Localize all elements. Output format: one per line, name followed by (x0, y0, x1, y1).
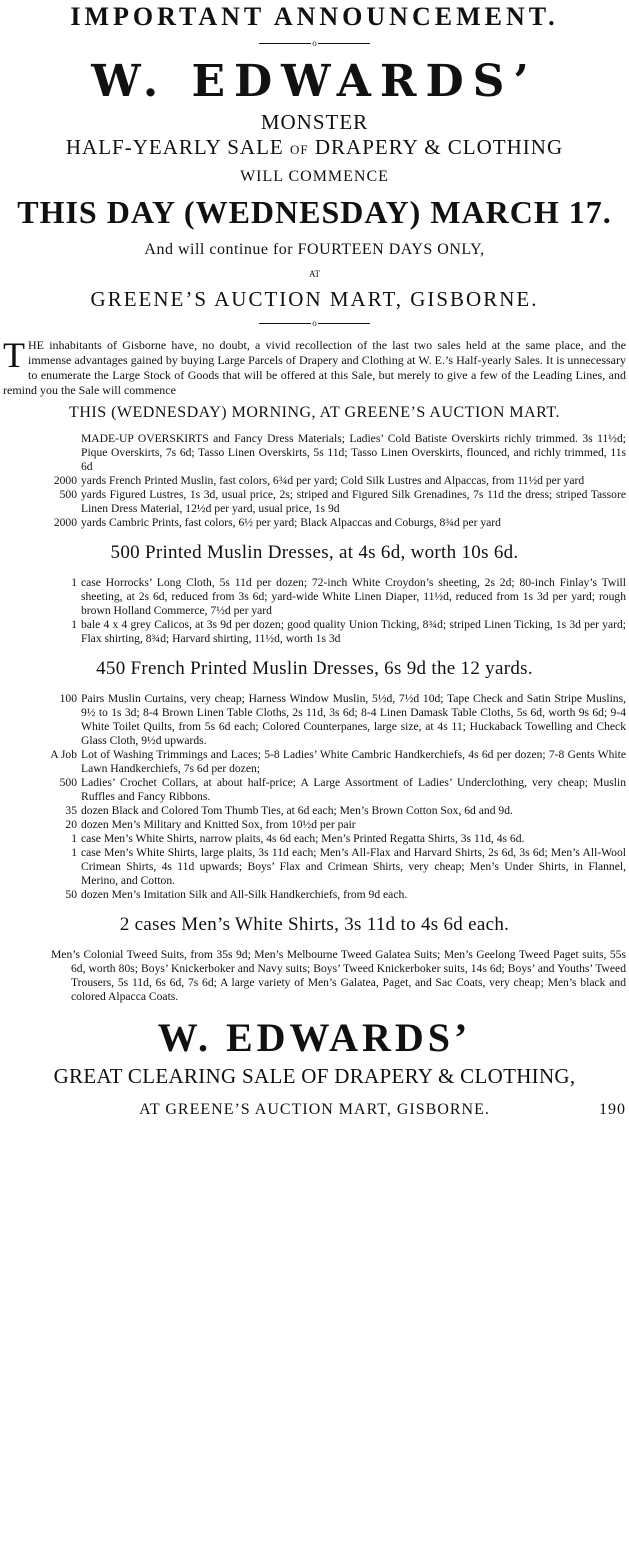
item-text: MADE-UP OVERSKIRTS and Fancy Dress Materials; Ladies’ Cold Batiste Overskirts richly trimmed. 3s 11½d; Pique Overskirts, 7s 6d; Tasso Linen Overskirts, 5s 11d; Tasso Linen Overskirts, flounced, and richly trimmed, 11s 6d (81, 432, 626, 473)
date-line: THIS DAY (WEDNESDAY) MARCH 17. (17, 194, 612, 230)
advertisement-page (0, 2, 629, 1560)
ornamental-rule-2 (3, 316, 626, 330)
rule-mark-2: o (312, 317, 317, 328)
item-text: bale 4 x 4 grey Calicos, at 3s 9d per dozen; good quality Union Ticking, 8¾d; striped Linen Ticking, 1s 3d per yard; Flax shirting, 8¾d; Harvard shirting, 11½d, worth 1s 3d (81, 618, 626, 645)
item-qty: 2000 (53, 516, 77, 529)
item-text: case Horrocks’ Long Cloth, 5s 11d per dozen; 72-inch White Croydon’s sheeting, 2s 2d; 80-inch Finlay’s Twill sheeting, at 2s 6d, reduced from 3s 6d; yard-wide White Linen Diaper, 11½d, reduced from 1s 3d per yard; rough brown Holland Commerce, 7½d per yard (81, 576, 626, 617)
suits-paragraph: Men’s Colonial Tweed Suits, from 35s 9d; Men’s Melbourne Tweed Galatea Suits; Men’s Geelong Tweed Paget suits, 55s 6d, worth 80s; Boys’ Knickerboker and Navy suits; Boys’ Tweed Knickerboker suits, 14s 6d; Boys’ and Youths’ Tweed Trousers, 5s 11d, 6s 6d, 7s 6d; A large variety of Men’s Galatea, Paget, and Sac Coats, very cheap; Men’s black and colored Alpacca Coats. (51, 948, 626, 1003)
list-item (3, 748, 626, 776)
item-qty: 20 (65, 818, 77, 831)
list-item (3, 888, 626, 902)
list-item (3, 516, 626, 530)
banner-white-shirts: 2 cases Men’s White Shirts, 3s 11d to 4s 6d each. (119, 914, 510, 935)
ornamental-rule (3, 36, 626, 50)
list-item (3, 474, 626, 488)
item-qty: 100 (59, 692, 77, 705)
item-text: dozen Men’s Military and Knitted Sox, from 10½d per pair (81, 818, 356, 831)
intro-text: HE inhabitants of Gisborne have, no doubt, a vivid recollection of the last two sales held at the same place, and the immense advantages gained by buying Large Parcels of Drapery and Clothing at W. E.’s Half-yearly Sales. It is unnecessary to enumerate the Large Stock of Goods that will be offered at this Sale, but merely to give a few of the Leading Lines, and remind you the Sale will commence (3, 338, 626, 397)
banner-french-muslin: 450 French Printed Muslin Dresses, 6s 9d the 12 yards. (96, 658, 533, 679)
footer-code: 190 (599, 1101, 626, 1118)
item-text: Ladies’ Crochet Collars, at about half-price; A Large Assortment of Ladies’ Underclothing, very cheap; Muslin Ruffles and Fancy Ribbons. (81, 776, 626, 803)
list-item (3, 832, 626, 846)
item-text: yards French Printed Muslin, fast colors, 6¾d per yard; Cold Silk Lustres and Alpaccas, from 11½d per yard (81, 474, 585, 487)
will-commence-line: WILL COMMENCE (240, 168, 389, 185)
item-text: Lot of Washing Trimmings and Laces; 5-8 Ladies’ White Cambric Handkerchiefs, 4s 6d per dozen; 7-8 Gents White Lawn Handkerchiefs, 7s 6d per dozen; (81, 748, 626, 775)
section-overskirts (3, 432, 626, 530)
at-line: AT (309, 269, 320, 279)
item-text: dozen Men’s Imitation Silk and All-Silk Handkerchiefs, from 9d each. (81, 888, 408, 901)
list-item (3, 618, 626, 646)
morning-line: THIS (WEDNESDAY) MORNING, AT GREENE’S AUCTION MART. (69, 404, 560, 421)
footer-clearing-line: GREAT CLEARING SALE OF DRAPERY & CLOTHING, (53, 1064, 576, 1088)
banner-muslin-dresses: 500 Printed Muslin Dresses, at 4s 6d, worth 10s 6d. (110, 542, 519, 563)
item-text: yards Figured Lustres, 1s 3d, usual price, 2s; striped and Figured Silk Grenadines, 7s 11d the dress; striped Tassore Linen Dress Material, 12½d per yard, usual price, 1s 9d (81, 488, 626, 515)
venue-line: GREENE’S AUCTION MART, GISBORNE. (90, 287, 539, 311)
continue-line: And will continue for FOURTEEN DAYS ONLY, (144, 241, 485, 258)
footer-address: AT GREENE’S AUCTION MART, GISBORNE. (139, 1101, 490, 1118)
item-text: case Men’s White Shirts, large plaits, 3s 11d each; Men’s All-Flax and Harvard Shirts, 2s 6d, 3s 6d; Men’s All-Wool Crimean Shirts, 4s 11d upwards; Boys’ Flax and Crimean Shirts, very cheap; Men’s Under Shirts, in Flannel, Merino, and Cotton. (81, 846, 626, 887)
footer-address-line (3, 1101, 626, 1119)
item-qty: 50 (65, 888, 77, 901)
sale-title-part2: DRAPERY & CLOTHING (314, 135, 564, 159)
announcement-heading: IMPORTANT ANNOUNCEMENT. (70, 2, 559, 31)
list-item (3, 776, 626, 804)
item-qty: 1 (71, 832, 77, 845)
sale-title-of: OF (290, 142, 309, 157)
section-household (3, 692, 626, 902)
item-qty: 35 (65, 804, 77, 817)
footer-merchant-name: W. EDWARDS’ (157, 1015, 472, 1060)
list-item (3, 488, 626, 516)
item-text: Pairs Muslin Curtains, very cheap; Harness Window Muslin, 5½d, 7½d 10d; Tape Check and Satin Stripe Muslins, 9½ to 1s 3d; 8-4 Brown Linen Table Cloths, 2s 11d, 3s 6d; 8-4 Linen Damask Table Cloths, 5s 6d, worth 9s 6d; 9-4 White Toilet Quilts, from 5s 6d each; Colored Counterpanes, large size, at 4s 11; Huckaback Towelling and Check Glass Cloth, 9½d upwards. (81, 692, 626, 747)
item-qty: A Job (50, 748, 77, 761)
sale-title (3, 135, 626, 160)
intro-paragraph (3, 335, 626, 398)
item-qty: 1 (71, 618, 77, 631)
rule-mark: o (312, 37, 317, 48)
item-qty: 1 (71, 846, 77, 859)
list-item (3, 692, 626, 748)
item-text: yards Cambric Prints, fast colors, 6½ per yard; Black Alpaccas and Coburgs, 8¾d per yard (81, 516, 501, 529)
list-item (3, 432, 626, 474)
item-qty: 500 (59, 488, 77, 501)
item-qty: 2000 (53, 474, 77, 487)
item-text: dozen Black and Colored Tom Thumb Ties, at 6d each; Men’s Brown Cotton Sox, 6d and 9d. (81, 804, 513, 817)
item-qty: 1 (71, 576, 77, 589)
item-text: case Men’s White Shirts, narrow plaits, 4s 6d each; Men’s Printed Regatta Shirts, 3s 11d, 4s 6d. (81, 832, 525, 845)
list-item (3, 576, 626, 618)
sale-title-part1: HALF-YEARLY SALE (65, 135, 284, 159)
list-item (3, 846, 626, 888)
monster-line: MONSTER (260, 110, 369, 134)
dropcap-letter: T (3, 335, 25, 375)
merchant-name: W. EDWARDS’ (91, 56, 538, 107)
item-qty: 500 (59, 776, 77, 789)
list-item (3, 818, 626, 832)
section-cloth (3, 576, 626, 646)
list-item (3, 804, 626, 818)
